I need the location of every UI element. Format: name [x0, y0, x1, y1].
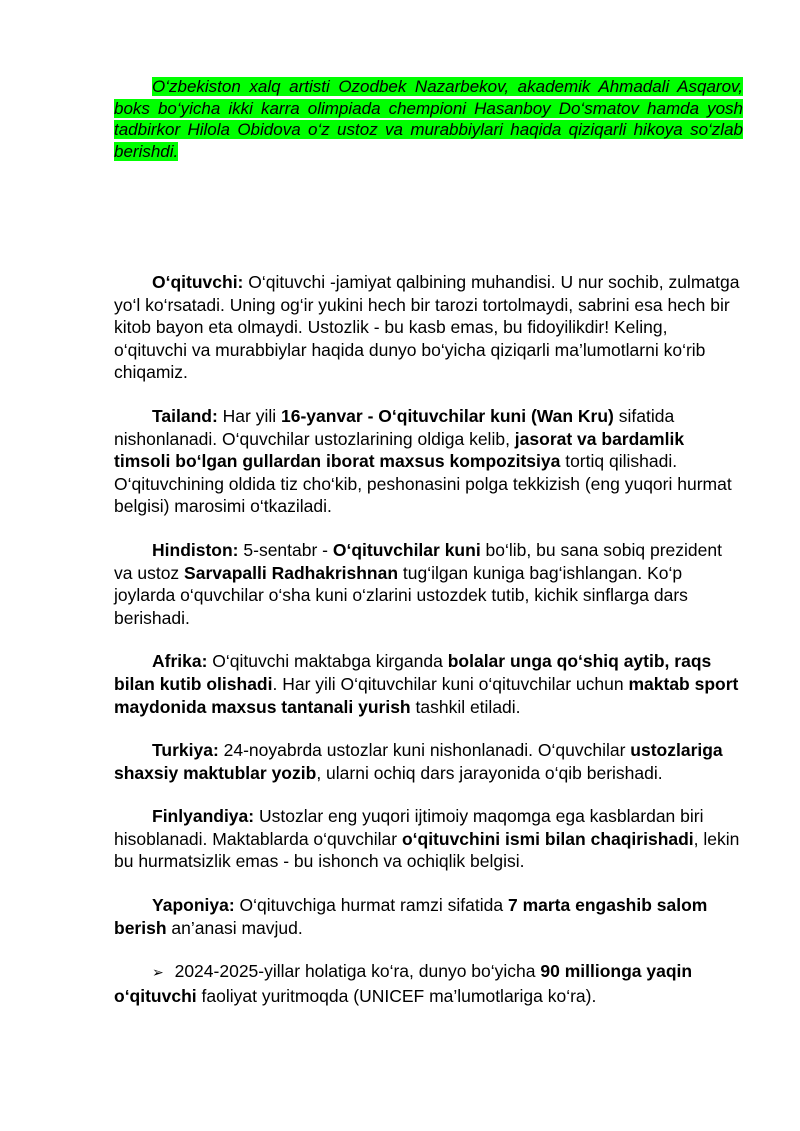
paragraph-text: , ularni ochiq dars jarayonida o‘qib berishadi.	[316, 762, 663, 783]
paragraph-afrika	[114, 650, 744, 718]
paragraph-text: O‘qituvchi maktabga kirganda	[207, 651, 448, 672]
paragraph-oqituvchi	[114, 271, 744, 384]
paragraph-text: faoliyat yuritmoqda (UNICEF ma’lumotlariga ko‘ra).	[196, 985, 597, 1006]
paragraph-text: tortiq qilishadi. O‘qituvchining oldida tiz cho‘kib, peshonasini polga tekkizish (eng yuqori hurmat belgisi) marosimi o‘tkaziladi.	[114, 451, 732, 517]
paragraph-tailand	[114, 405, 744, 518]
bold-phrase: Sarvapalli Radhakrishnan	[184, 562, 399, 583]
paragraph-label: Hindiston:	[152, 539, 239, 560]
bold-phrase: jasorat va bardamlik timsoli bo‘lgan gullardan iborat maxsus kompozitsiya	[114, 428, 685, 472]
bold-phrase: O‘qituvchilar kuni	[332, 539, 481, 560]
intro-highlight: O‘zbekiston xalq artisti Ozodbek Nazarbekov, akademik Ahmadali Asqarov, boks bo‘yicha ikki karra olimpiada chempioni Hasanboy Do‘smatov hamda yosh tadbirkor Hilola Obidova o‘z ustoz va murabbiylari haqida qiziqarli hikoya so‘zlab berishdi.	[114, 77, 743, 161]
paragraph-yaponiya	[114, 894, 744, 939]
paragraph-text: 5-sentabr -	[238, 539, 333, 560]
paragraph-label: Yaponiya:	[152, 895, 235, 916]
paragraph-text: sifatida nishonlanadi. O‘quvchilar ustozlarining oldiga kelib,	[114, 405, 675, 449]
paragraph-label: Afrika:	[152, 651, 208, 672]
paragraph-text: , lekin bu hurmatsizlik emas - bu ishonch va ochiqlik belgisi.	[114, 828, 740, 872]
paragraph-text: Har yili	[217, 405, 281, 426]
paragraph-text: O‘qituvchiga hurmat ramzi sifatida	[234, 895, 508, 916]
paragraph-text: 2024-2025-yillar holatiga ko‘ra, dunyo bo‘yicha	[169, 961, 541, 982]
bold-phrase: bolalar unga qo‘shiq aytib, raqs bilan kutib olishadi	[114, 651, 712, 694]
document-body	[114, 271, 744, 1028]
paragraph-text: Ustozlar eng yuqori ijtimoiy maqomga ega kasblardan biri hisoblanadi. Maktablarda o‘quvchilar	[114, 806, 704, 849]
bold-phrase: ustozlariga shaxsiy maktublar yozib	[114, 740, 723, 783]
bold-phrase: 90 millionga yaqin o‘qituvchi	[114, 961, 693, 1006]
paragraph-text: bo‘lib, bu sana sobiq prezident va ustoz	[114, 539, 722, 583]
bold-phrase: 16-yanvar - O‘qituvchilar kuni (Wan Kru)	[281, 405, 614, 426]
paragraph-text: . Har yili O‘qituvchilar kuni o‘qituvchilar uchun	[272, 673, 629, 694]
bold-phrase: 7 marta engashib salom berish	[114, 895, 708, 938]
paragraph-text: O‘qituvchi -jamiyat qalbining muhandisi. U nur sochib, zulmatga yo‘l ko‘rsatadi. Uning og‘ir yukini hech bir tarozi tortolmaydi, sabrini esa hech bir kitob bayon eta olmaydi. Ustozlik - bu kasb emas, bu fidoyilikdir! Keling, o‘qituvchi va murabbiylar haqida dunyo bo‘yicha qiziqarli ma’lumotlarni ko‘rib chiqamiz.	[114, 272, 740, 383]
intro-paragraph	[114, 76, 743, 162]
paragraph-hindiston	[114, 539, 744, 629]
bold-phrase: maktab sport maydonida maxsus tantanali yurish	[114, 673, 739, 717]
paragraph-text: tug‘ilgan kuniga bag‘ishlangan. Ko‘p joylarda o‘quvchilar o‘sha kuni o‘zlarini ustozdek tutib, kichik sinflarga dars berishadi.	[114, 562, 688, 628]
paragraph-finlyandiya	[114, 805, 744, 873]
bold-phrase: o‘qituvchini ismi bilan chaqirishadi	[401, 828, 694, 849]
arrow-bullet-icon: ➢	[152, 965, 164, 982]
paragraph-label: Turkiya:	[152, 740, 219, 761]
paragraph-label: Finlyandiya:	[152, 806, 255, 827]
paragraph-label: O‘qituvchi:	[152, 272, 244, 292]
paragraph-text: tashkil etiladi.	[410, 696, 521, 717]
paragraph-text: an’anasi mavjud.	[166, 917, 303, 938]
paragraph-text: 24-noyabrda ustozlar kuni nishonlanadi. O‘quvchilar	[218, 740, 631, 761]
paragraph-turkiya	[114, 739, 744, 784]
bullet-paragraph	[114, 960, 744, 1007]
paragraph-label: Tailand:	[152, 405, 218, 426]
